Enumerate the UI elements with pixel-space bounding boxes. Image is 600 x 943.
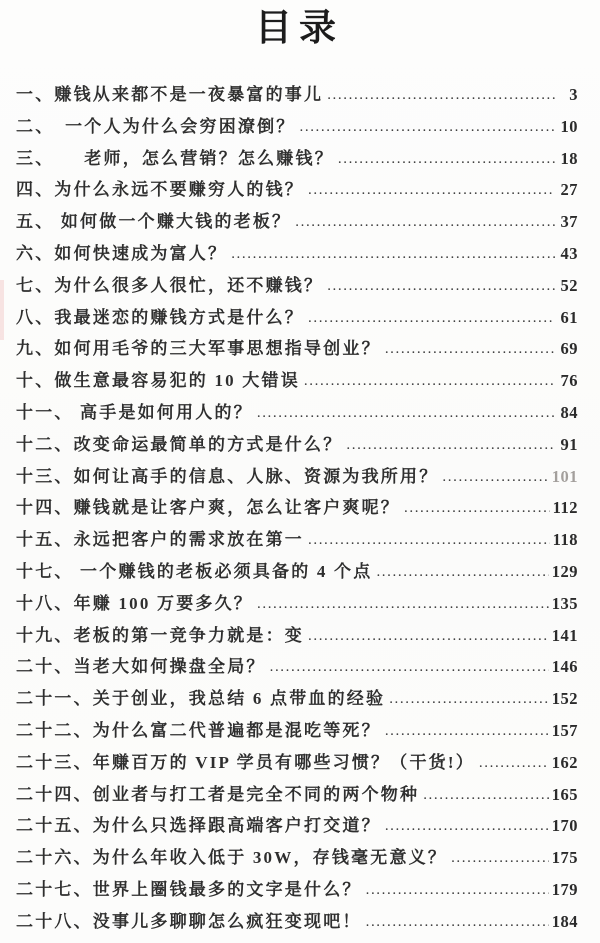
toc-entry-page-number: 146 — [551, 657, 578, 677]
toc-entry-page-number: 165 — [551, 784, 578, 804]
toc-entry — [16, 398, 578, 430]
toc-entry — [16, 144, 578, 176]
toc-entry-page-number: 37 — [560, 212, 578, 232]
dot-leader — [327, 278, 555, 295]
toc-entry-page-number: 10 — [560, 116, 578, 136]
toc-entry — [16, 493, 578, 525]
toc-entry-page-number: 69 — [560, 339, 578, 359]
toc-entry-page-number: 84 — [560, 402, 578, 422]
toc-entry-title: 二十二、为什么富二代普遍都是混吃等死？ — [16, 720, 381, 740]
dot-leader — [479, 755, 549, 772]
toc-entry-page-number: 135 — [551, 593, 578, 613]
toc-entry — [16, 875, 578, 907]
dot-leader — [257, 405, 555, 422]
toc-entry-title: 十一、 高手是如何用人的？ — [16, 402, 253, 422]
toc-entry — [16, 684, 578, 716]
dot-leader — [257, 596, 549, 613]
toc-entry-title: 十、做生意最容易犯的 10 大错误 — [16, 371, 300, 391]
toc-entry-page-number: 61 — [560, 307, 578, 327]
toc-entry — [16, 780, 578, 812]
dot-leader — [270, 659, 549, 676]
dot-leader — [366, 914, 549, 931]
dot-leader — [451, 850, 549, 867]
toc-entry — [16, 557, 578, 589]
toc-entry-page-number: 118 — [552, 530, 578, 550]
toc-entry — [16, 811, 578, 843]
toc-entry — [16, 716, 578, 748]
dot-leader — [308, 310, 555, 327]
dot-leader — [423, 787, 549, 804]
toc-entry — [16, 430, 578, 462]
toc-entry — [16, 462, 578, 494]
toc-entry — [16, 303, 578, 335]
dot-leader — [231, 246, 555, 263]
toc-entry-title: 二十六、为什么年收入低于 30W，存钱毫无意义？ — [16, 848, 448, 868]
toc-entry-title: 三、 老师，怎么营销？怎么赚钱？ — [16, 148, 334, 168]
toc-entry-title: 二十五、为什么只选择跟高端客户打交道？ — [16, 816, 381, 836]
dot-leader — [338, 151, 555, 168]
toc-entry-title: 十三、如何让高手的信息、人脉、资源为我所用？ — [16, 466, 439, 486]
toc-entry-page-number: 184 — [551, 911, 578, 931]
toc-entry-page-number: 27 — [560, 180, 578, 200]
toc-entry — [16, 589, 578, 621]
dot-leader — [308, 628, 549, 645]
dot-leader — [366, 882, 549, 899]
toc-entry-page-number: 141 — [551, 625, 578, 645]
toc-entry — [16, 525, 578, 557]
toc-entry — [16, 907, 578, 939]
toc-entry-title: 二、 一个人为什么会穷困潦倒？ — [16, 116, 296, 136]
toc-entry-title: 一、赚钱从来都不是一夜暴富的事儿 — [16, 85, 324, 104]
toc-entry — [16, 334, 578, 366]
toc-entry-title: 十五、永远把客户的需求放在第一 — [16, 530, 304, 550]
toc-list — [16, 80, 578, 939]
toc-entry-page-number: 52 — [560, 275, 578, 295]
toc-entry-page-number: 175 — [551, 848, 578, 868]
toc-entry-title: 二十三、年赚百万的 VIP 学员有哪些习惯？（干货!） — [16, 752, 475, 772]
toc-entry — [16, 652, 578, 684]
toc-entry-page-number: 170 — [551, 816, 578, 836]
toc-entry-page-number: 129 — [551, 561, 578, 581]
toc-entry-page-number: 152 — [551, 689, 578, 709]
toc-entry-title: 六、如何快速成为富人？ — [16, 243, 228, 263]
toc-entry — [16, 112, 578, 144]
dot-leader — [308, 532, 550, 549]
dot-leader — [389, 691, 549, 708]
toc-entry-title: 二十一、关于创业，我总结 6 点带血的经验 — [16, 689, 386, 709]
toc-entry-page-number: 101 — [551, 466, 578, 486]
toc-entry-title: 四、为什么永远不要赚穷人的钱？ — [16, 180, 304, 200]
toc-entry — [16, 366, 578, 398]
toc-entry-title: 二十、当老大如何操盘全局？ — [16, 657, 266, 677]
toc-entry-title: 十七、 一个赚钱的老板必须具备的 4 个点 — [16, 561, 373, 581]
dot-leader — [385, 818, 549, 835]
dot-leader — [385, 723, 549, 740]
dot-leader — [442, 469, 548, 486]
dot-leader — [304, 373, 555, 390]
toc-entry-page-number: 3 — [569, 85, 578, 104]
toc-entry-title: 九、如何用毛爷的三大军事思想指导创业？ — [16, 339, 381, 359]
toc-entry-title: 十二、改变命运最简单的方式是什么？ — [16, 434, 343, 454]
toc-entry-title: 十四、赚钱就是让客户爽，怎么让客户爽呢？ — [16, 498, 400, 518]
toc-entry — [16, 748, 578, 780]
toc-entry-page-number: 112 — [552, 498, 578, 518]
page-title: 目录 — [255, 8, 343, 49]
toc-entry-page-number: 18 — [560, 148, 578, 168]
toc-entry-page-number: 179 — [551, 879, 578, 899]
dot-leader — [300, 119, 556, 136]
toc-entry — [16, 207, 578, 239]
toc-entry-title: 十九、老板的第一竞争力就是：变 — [16, 625, 304, 645]
dot-leader — [308, 182, 555, 199]
dot-leader — [327, 87, 555, 104]
toc-entry-page-number: 76 — [560, 371, 578, 391]
toc-entry-page-number: 91 — [560, 434, 578, 454]
toc-entry-page-number: 43 — [560, 243, 578, 263]
toc-entry-title: 八、我最迷恋的赚钱方式是什么？ — [16, 307, 304, 327]
toc-entry — [16, 271, 578, 303]
toc-entry — [16, 175, 578, 207]
toc-entry-title: 七、为什么很多人很忙，还不赚钱？ — [16, 275, 324, 295]
dot-leader — [295, 214, 555, 231]
toc-entry — [16, 239, 578, 271]
toc-entry-page-number: 162 — [551, 752, 578, 772]
toc-entry — [16, 621, 578, 653]
toc-entry-page-number: 157 — [551, 720, 578, 740]
dot-leader — [346, 437, 555, 454]
toc-entry-title: 五、 如何做一个赚大钱的老板？ — [16, 212, 292, 232]
toc-entry-title: 十八、年赚 100 万要多久？ — [16, 593, 253, 613]
toc-entry-title: 二十八、没事儿多聊聊怎么疯狂变现吧！ — [16, 911, 362, 931]
dot-leader — [385, 341, 555, 358]
dot-leader — [376, 564, 548, 581]
toc-entry — [16, 843, 578, 875]
toc-entry-title: 二十四、创业者与打工者是完全不同的两个物种 — [16, 784, 420, 804]
toc-entry-title: 二十七、世界上圈钱最多的文字是什么？ — [16, 879, 362, 899]
toc-entry — [16, 80, 578, 112]
dot-leader — [404, 500, 550, 517]
